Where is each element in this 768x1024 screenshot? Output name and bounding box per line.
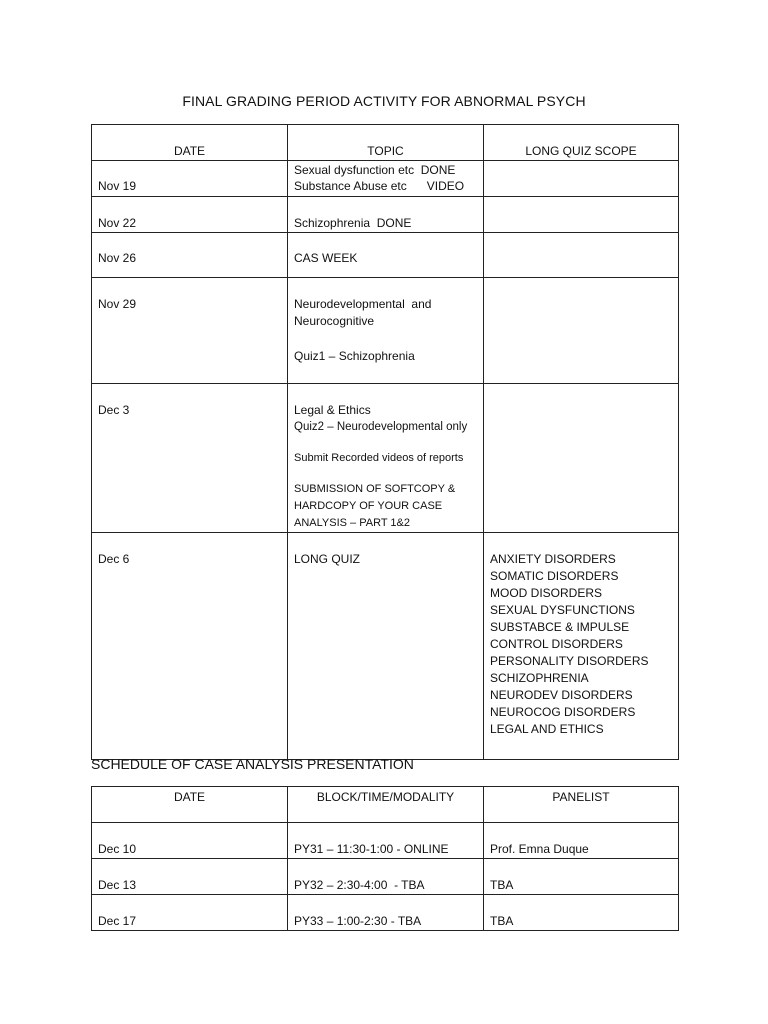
topic-line: Quiz2 – Neurodevelopmental only — [294, 421, 468, 433]
header-date: DATE — [92, 787, 288, 823]
table-header-row — [92, 125, 679, 161]
topic-line: Sexual dysfunction etc DONE — [294, 163, 456, 177]
table-row — [92, 233, 679, 278]
header-date: DATE — [92, 125, 288, 161]
scope-cell — [484, 233, 679, 278]
table-row — [92, 533, 679, 760]
date-cell: Dec 17 — [92, 895, 288, 931]
header-topic: TOPIC — [288, 125, 484, 161]
date-cell: Dec 13 — [92, 859, 288, 895]
panelist-cell: TBA — [484, 895, 679, 931]
table-row — [92, 384, 679, 533]
scope-cell — [484, 197, 679, 233]
topic-cell — [288, 278, 484, 384]
header-block: BLOCK/TIME/MODALITY — [288, 787, 484, 823]
block-cell: PY31 – 11:30-1:00 - ONLINE — [288, 823, 484, 859]
page-title: FINAL GRADING PERIOD ACTIVITY FOR ABNORMAL PSYCH — [182, 93, 586, 109]
topic-line: Neurodevelopmental and — [294, 297, 432, 311]
scope-item: MOOD DISORDERS — [490, 586, 603, 600]
activity-table — [91, 124, 679, 760]
topic-line: ANALYSIS – PART 1&2 — [294, 517, 410, 529]
table-row — [92, 161, 679, 197]
date-cell: Dec 6 — [92, 533, 288, 760]
section-title: SCHEDULE OF CASE ANALYSIS PRESENTATION — [91, 756, 414, 772]
topic-line: Neurocognitive — [294, 314, 375, 328]
scope-item: PERSONALITY DISORDERS — [490, 654, 649, 668]
scope-item: ANXIETY DISORDERS — [490, 552, 616, 566]
panelist-cell: TBA — [484, 859, 679, 895]
panelist-cell: Prof. Emna Duque — [484, 823, 679, 859]
scope-item: NEUROCOG DISORDERS — [490, 705, 636, 719]
scope-item: SOMATIC DISORDERS — [490, 569, 619, 583]
topic-cell — [288, 384, 484, 533]
scope-item: SUBSTABCE & IMPULSE — [490, 620, 630, 634]
scope-cell — [484, 161, 679, 197]
scope-cell — [484, 278, 679, 384]
table-header-row — [92, 787, 679, 823]
scope-item: CONTROL DISORDERS — [490, 637, 623, 651]
table-row — [92, 278, 679, 384]
date-cell: Nov 22 — [92, 197, 288, 233]
header-scope: LONG QUIZ SCOPE — [484, 125, 679, 161]
scope-item: SEXUAL DYSFUNCTIONS — [490, 603, 635, 617]
table-row — [92, 859, 679, 895]
topic-cell — [288, 161, 484, 197]
date-cell: Dec 10 — [92, 823, 288, 859]
block-cell: PY32 – 2:30-4:00 - TBA — [288, 859, 484, 895]
topic-line: HARDCOPY OF YOUR CASE — [294, 500, 443, 512]
scope-item: NEURODEV DISORDERS — [490, 688, 633, 702]
topic-line: Legal & Ethics — [294, 403, 371, 417]
topic-cell: Schizophrenia DONE — [288, 197, 484, 233]
presentation-table — [91, 786, 679, 931]
topic-line: Submit Recorded videos of reports — [294, 452, 464, 464]
topic-line: SUBMISSION OF SOFTCOPY & — [294, 483, 456, 495]
scope-item: LEGAL AND ETHICS — [490, 722, 604, 736]
topic-cell: CAS WEEK — [288, 233, 484, 278]
topic-line: Substance Abuse etc VIDEO — [294, 179, 465, 193]
date-cell: Nov 29 — [92, 278, 288, 384]
date-cell: Nov 19 — [92, 161, 288, 197]
block-cell: PY33 – 1:00-2:30 - TBA — [288, 895, 484, 931]
table-row — [92, 895, 679, 931]
topic-cell: LONG QUIZ — [288, 533, 484, 760]
scope-item: SCHIZOPHRENIA — [490, 671, 589, 685]
date-cell: Nov 26 — [92, 233, 288, 278]
header-panelist: PANELIST — [484, 787, 679, 823]
topic-line: Quiz1 – Schizophrenia — [294, 349, 415, 363]
date-cell: Dec 3 — [92, 384, 288, 533]
scope-cell — [484, 384, 679, 533]
table-row — [92, 823, 679, 859]
scope-cell — [484, 533, 679, 760]
table-row — [92, 197, 679, 233]
